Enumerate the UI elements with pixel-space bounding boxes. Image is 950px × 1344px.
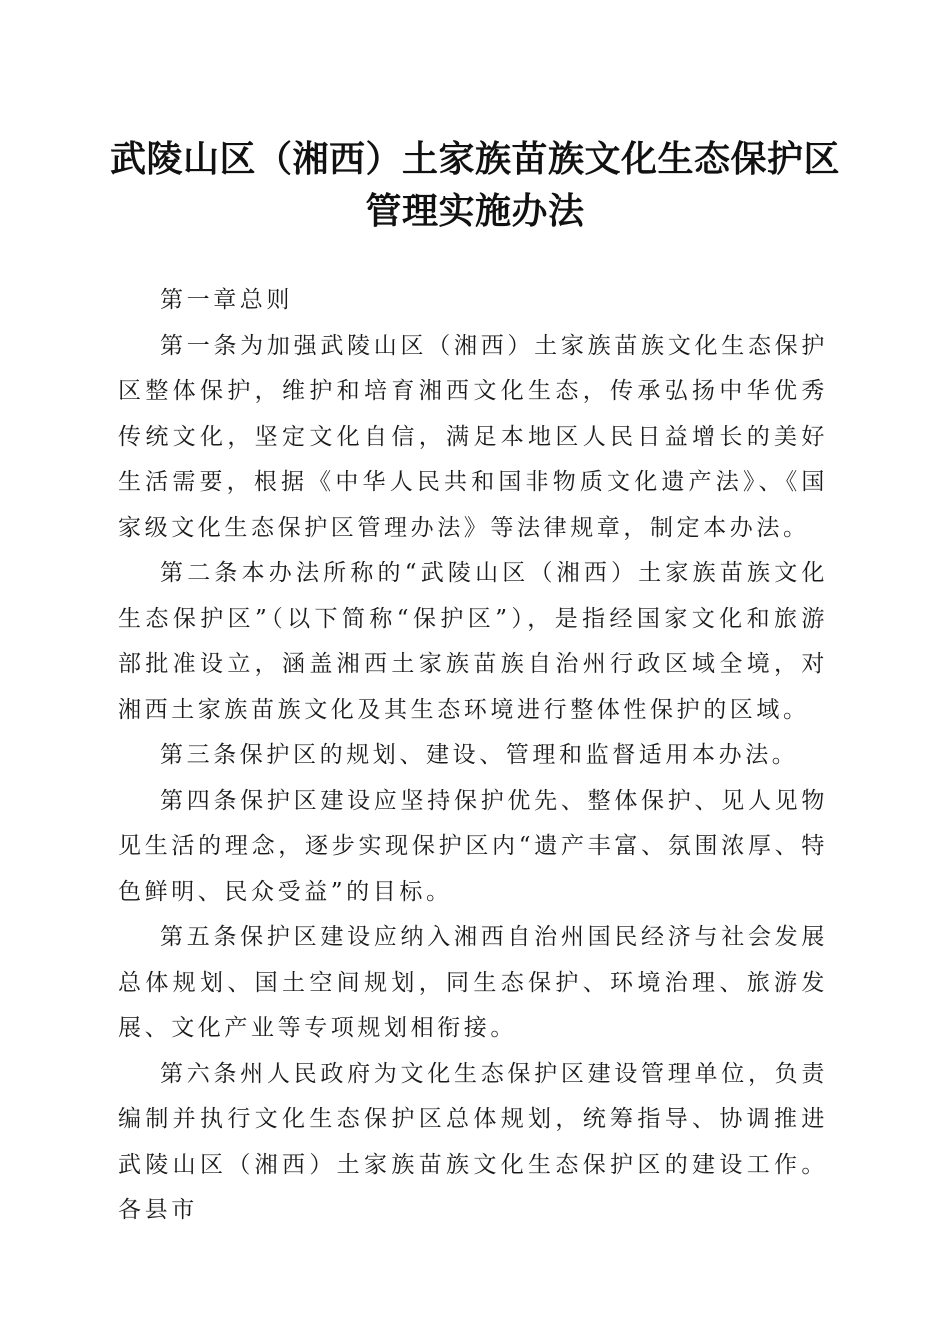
article-1: 第一条为加强武陵山区（湘西）土家族苗族文化生态保护区整体保护，维护和培育湘西文化生态，传承弘扬中华优秀传统文化，坚定文化自信，满足本地区人民日益增长的美好生活需要，根据《中华人民共和国非物质文化遗产法》、《国家级文化生态保护区管理办法》等法律规章，制定本办法。 xyxy=(118,332,828,541)
title-line-2: 管理实施办法 xyxy=(365,191,585,232)
title-line-1: 武陵山区（湘西）土家族苗族文化生态保护区 xyxy=(109,139,840,180)
document-body xyxy=(118,278,828,1234)
article-2: 第二条本办法所称的“武陵山区（湘西）土家族苗族文化生态保护区”（以下简称“保护区”），是指经国家文化和旅游部批准设立，涵盖湘西土家族苗族自治州行政区域全境，对湘西土家族苗族文化及其生态环境进行整体性保护的区域。 xyxy=(118,560,828,723)
article-4: 第四条保护区建设应坚持保护优先、整体保护、见人见物见生活的理念，逐步实现保护区内“遗产丰富、氛围浓厚、特色鲜明、民众受益”的目标。 xyxy=(118,787,828,905)
article-5: 第五条保护区建设应纳入湘西自治州国民经济与社会发展总体规划、国土空间规划，同生态保护、环境治理、旅游发展、文化产业等专项规划相衔接。 xyxy=(118,924,828,1041)
document-title xyxy=(100,134,850,238)
article-6: 第六条州人民政府为文化生态保护区建设管理单位，负责编制并执行文化生态保护区总体规划，统筹指导、协调推进武陵山区（湘西）土家族苗族文化生态保护区的建设工作。各县市 xyxy=(118,1060,828,1223)
chapter-heading: 第一章总则 xyxy=(160,287,293,313)
article-3: 第三条保护区的规划、建设、管理和监督适用本办法。 xyxy=(160,742,799,768)
